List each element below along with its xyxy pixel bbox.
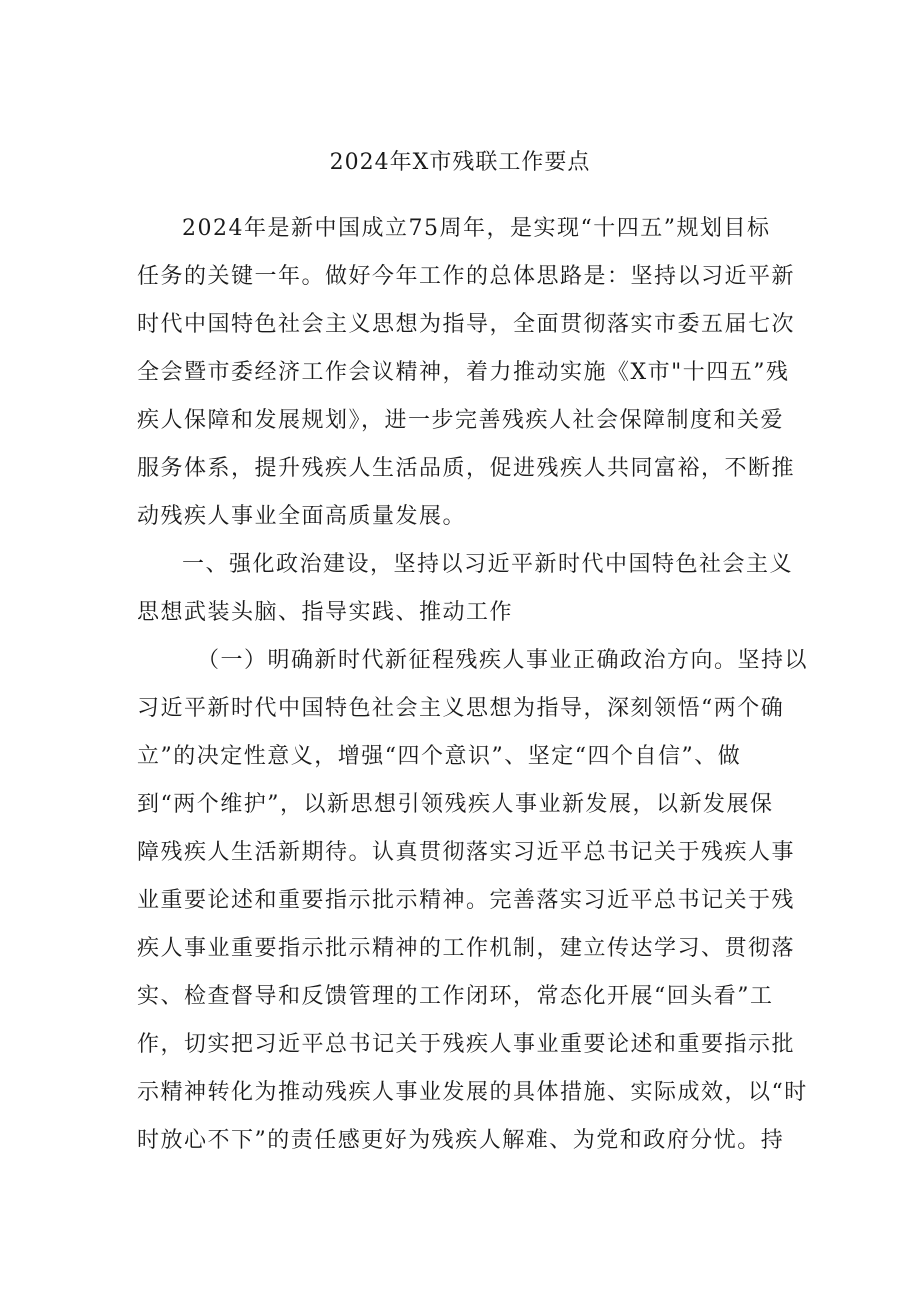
document-body: [137, 205, 809, 1165]
paragraph-line: 立”的决定性意义，增强“四个意识”、坚定“四个自信”、做: [137, 744, 742, 769]
paragraph-line: 服务体系，提升残疾人生活品质，促进残疾人共同富裕，不断推: [137, 456, 796, 481]
paragraph-line: 全会暨市委经济工作会议精神，着力推动实施《X市"十四五”残: [137, 360, 790, 385]
paragraph-line: 实、检查督导和反馈管理的工作闭环，常态化开展“回头看”工: [137, 984, 774, 1009]
section-heading-line: 思想武装头脑、指导实践、推动工作: [137, 600, 514, 625]
paragraph-line: 时代中国特色社会主义思想为指导，全面贯彻落实市委五届七次: [137, 312, 796, 337]
paragraph-line: 业重要论述和重要指示批示精神。完善落实习近平总书记关于残: [137, 888, 796, 913]
subsection-heading-line: （一）明确新时代新征程残疾人事业正确政治方向。坚持以: [197, 648, 809, 673]
paragraph-line: 2024年是新中国成立75周年，是实现“十四五”规划目标: [182, 216, 771, 241]
paragraph-line: 习近平新时代中国特色社会主义思想为指导，深刻领悟“两个确: [137, 696, 785, 721]
paragraph-line: 任务的关键一年。做好今年工作的总体思路是：坚持以习近平新: [137, 264, 796, 289]
paragraph-line: 障残疾人生活新期待。认真贯彻落实习近平总书记关于残疾人事: [137, 840, 796, 865]
document-title: 2024年X市残联工作要点: [329, 150, 591, 175]
paragraph-line: 示精神转化为推动残疾人事业发展的具体措施、实际成效，以“时: [137, 1080, 808, 1105]
paragraph-line: 动残疾人事业全面高质量发展。: [137, 504, 467, 529]
paragraph-line: 到“两个维护”，以新思想引领残疾人事业新发展，以新发展保: [137, 792, 774, 817]
paragraph-line: 疾人保障和发展规划》，进一步完善残疾人社会保障制度和关爱: [137, 408, 785, 433]
paragraph-line: 作，切实把习近平总书记关于残疾人事业重要论述和重要指示批: [137, 1032, 796, 1057]
paragraph-line: 疾人事业重要指示批示精神的工作机制，建立传达学习、贯彻落: [137, 936, 796, 961]
section-heading-line: 一、强化政治建设，坚持以习近平新时代中国特色社会主义: [182, 552, 794, 577]
paragraph-line: 时放心不下”的责任感更好为残疾人解难、为党和政府分忧。持: [137, 1128, 785, 1153]
